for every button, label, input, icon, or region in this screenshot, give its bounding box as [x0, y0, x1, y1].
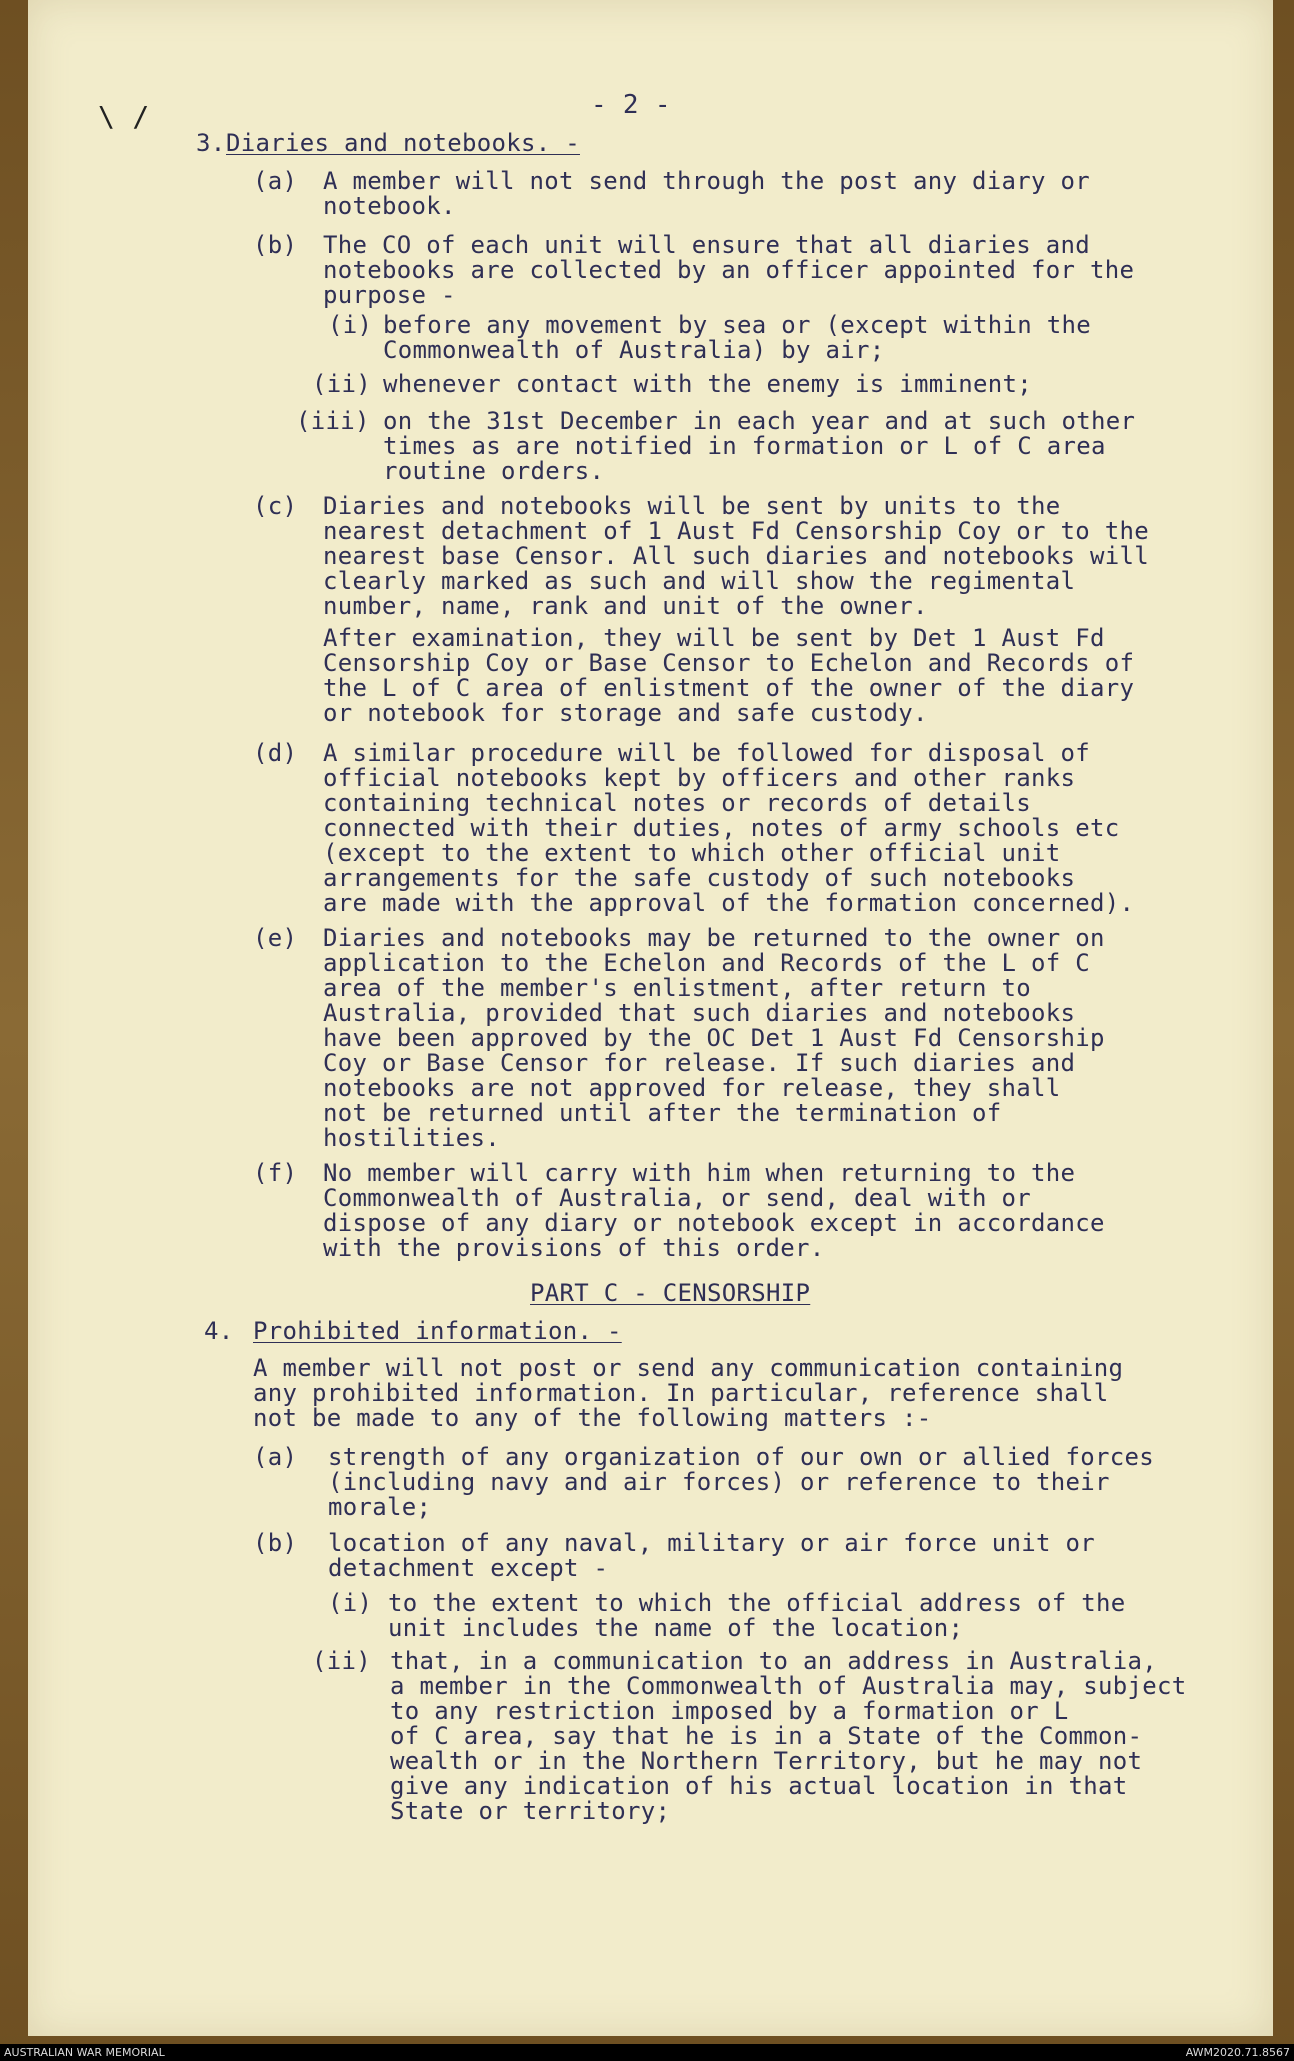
item-d-line: connected with their duties, notes of army schools etc: [323, 814, 1120, 842]
section-4-heading: Prohibited information. -: [253, 1317, 622, 1345]
document-page: [28, 0, 1273, 2036]
section-4-item-b-ii-line: that, in a communication to an address in Australia,: [390, 1647, 1157, 1675]
section-4-item-b-line: detachment except -: [328, 1554, 609, 1582]
item-c-line: nearest base Censor. All such diaries and notebooks will: [323, 542, 1149, 570]
item-c-line: nearest detachment of 1 Aust Fd Censorship Coy or to the: [323, 517, 1149, 545]
section-4-intro-line: A member will not post or send any communication containing: [253, 1354, 1124, 1382]
item-label: (c): [253, 492, 298, 520]
item-f-line: No member will carry with him when returning to the: [323, 1159, 1076, 1187]
item-e-line: Diaries and notebooks may be returned to the owner on: [323, 924, 1105, 952]
item-c-para2-line: the L of C area of enlistment of the owner of the diary: [323, 674, 1135, 702]
item-d-line: official notebooks kept by officers and other ranks: [323, 764, 1076, 792]
item-c-line: number, name, rank and unit of the owner.: [323, 592, 928, 620]
item-b-i-line: before any movement by sea or (except within the: [383, 311, 1091, 339]
section-4-item-b-i-line: to the extent to which the official address of the: [388, 1589, 1126, 1617]
section-4-item-b-ii-line: give any indication of his actual location in that: [390, 1772, 1128, 1800]
document-body: [28, 0, 1273, 2036]
item-label: (d): [253, 739, 298, 767]
item-b-line: notebooks are collected by an officer appointed for the: [323, 256, 1135, 284]
item-e-line: Australia, provided that such diaries and notebooks: [323, 999, 1076, 1027]
item-b-i-line: Commonwealth of Australia) by air;: [383, 336, 885, 364]
item-b-iii-line: routine orders.: [383, 457, 605, 485]
archive-footer: [0, 2044, 1294, 2061]
section-3-number: 3.: [196, 129, 226, 157]
subitem-label: (i): [328, 311, 373, 339]
item-c-line: clearly marked as such and will show the regimental: [323, 567, 1076, 595]
section-4-intro-line: any prohibited information. In particular, reference shall: [253, 1379, 1109, 1407]
subitem-label: (ii): [312, 370, 371, 398]
section-4-item-a-line: morale;: [328, 1493, 432, 1521]
section-4-item-a-line: (including navy and air forces) or reference to their: [328, 1468, 1110, 1496]
subitem-label: (iii): [296, 407, 370, 435]
item-c-para2-line: Censorship Coy or Base Censor to Echelon and Records of: [323, 649, 1135, 677]
item-d-line: (except to the extent to which other official unit: [323, 839, 1061, 867]
item-label: (b): [253, 1529, 298, 1557]
item-label: (a): [253, 167, 298, 195]
section-4-item-b-ii-line: of C area, say that he is in a State of the Common-: [390, 1722, 1143, 1750]
section-4-item-b-i-line: unit includes the name of the location;: [388, 1614, 964, 1642]
item-label: (f): [253, 1159, 298, 1187]
section-4-item-b-ii-line: wealth or in the Northern Territory, but he may not: [390, 1747, 1143, 1775]
item-f-line: dispose of any diary or notebook except in accordance: [323, 1209, 1105, 1237]
item-label: (a): [253, 1443, 298, 1471]
footer-institution: AUSTRALIAN WAR MEMORIAL: [4, 2046, 165, 2059]
item-b-ii-line: whenever contact with the enemy is imminent;: [383, 370, 1032, 398]
section-3-heading: Diaries and notebooks. -: [226, 129, 580, 157]
item-b-line: purpose -: [323, 281, 456, 309]
section-4-item-b-ii-line: a member in the Commonwealth of Australia may, subject: [390, 1672, 1187, 1700]
item-e-line: application to the Echelon and Records of the L of C: [323, 949, 1090, 977]
section-4-intro-line: not be made to any of the following matters :-: [253, 1404, 932, 1432]
item-a-line: A member will not send through the post any diary or: [323, 167, 1090, 195]
item-b-line: The CO of each unit will ensure that all diaries and: [323, 231, 1090, 259]
section-4-item-b-line: location of any naval, military or air force unit or: [328, 1529, 1095, 1557]
item-e-line: area of the member's enlistment, after return to: [323, 974, 1031, 1002]
item-d-line: arrangements for the safe custody of such notebooks: [323, 864, 1076, 892]
section-4-number: 4.: [204, 1317, 234, 1345]
section-4-item-a-line: strength of any organization of our own or allied forces: [328, 1443, 1154, 1471]
item-d-line: containing technical notes or records of details: [323, 789, 1031, 817]
part-c-heading: PART C - CENSORSHIP: [530, 1279, 811, 1307]
margin-marks: \ /: [98, 100, 150, 133]
page-number: - 2 -: [591, 90, 671, 120]
item-label: (b): [253, 231, 298, 259]
section-4-item-b-ii-line: to any restriction imposed by a formation or L: [390, 1697, 1069, 1725]
item-f-line: Commonwealth of Australia, or send, deal with or: [323, 1184, 1031, 1212]
section-4-item-b-ii-line: State or territory;: [390, 1797, 671, 1825]
item-e-line: have been approved by the OC Det 1 Aust Fd Censorship: [323, 1024, 1105, 1052]
item-b-iii-line: times as are notified in formation or L of C area: [383, 432, 1106, 460]
item-a-line: notebook.: [323, 192, 456, 220]
footer-reference: AWM2020.71.8567: [1185, 2046, 1290, 2059]
item-e-line: not be returned until after the termination of: [323, 1099, 1002, 1127]
item-e-line: Coy or Base Censor for release. If such diaries and: [323, 1049, 1076, 1077]
item-e-line: hostilities.: [323, 1124, 500, 1152]
item-b-iii-line: on the 31st December in each year and at such other: [383, 407, 1136, 435]
subitem-label: (ii): [312, 1647, 371, 1675]
item-c-line: Diaries and notebooks will be sent by units to the: [323, 492, 1061, 520]
item-f-line: with the provisions of this order.: [323, 1234, 825, 1262]
item-d-line: A similar procedure will be followed for disposal of: [323, 739, 1090, 767]
item-label: (e): [253, 924, 298, 952]
item-c-para2-line: After examination, they will be sent by Det 1 Aust Fd: [323, 624, 1105, 652]
item-c-para2-line: or notebook for storage and safe custody.: [323, 699, 928, 727]
subitem-label: (i): [328, 1589, 373, 1617]
item-d-line: are made with the approval of the formation concerned).: [323, 889, 1135, 917]
item-e-line: notebooks are not approved for release, they shall: [323, 1074, 1061, 1102]
